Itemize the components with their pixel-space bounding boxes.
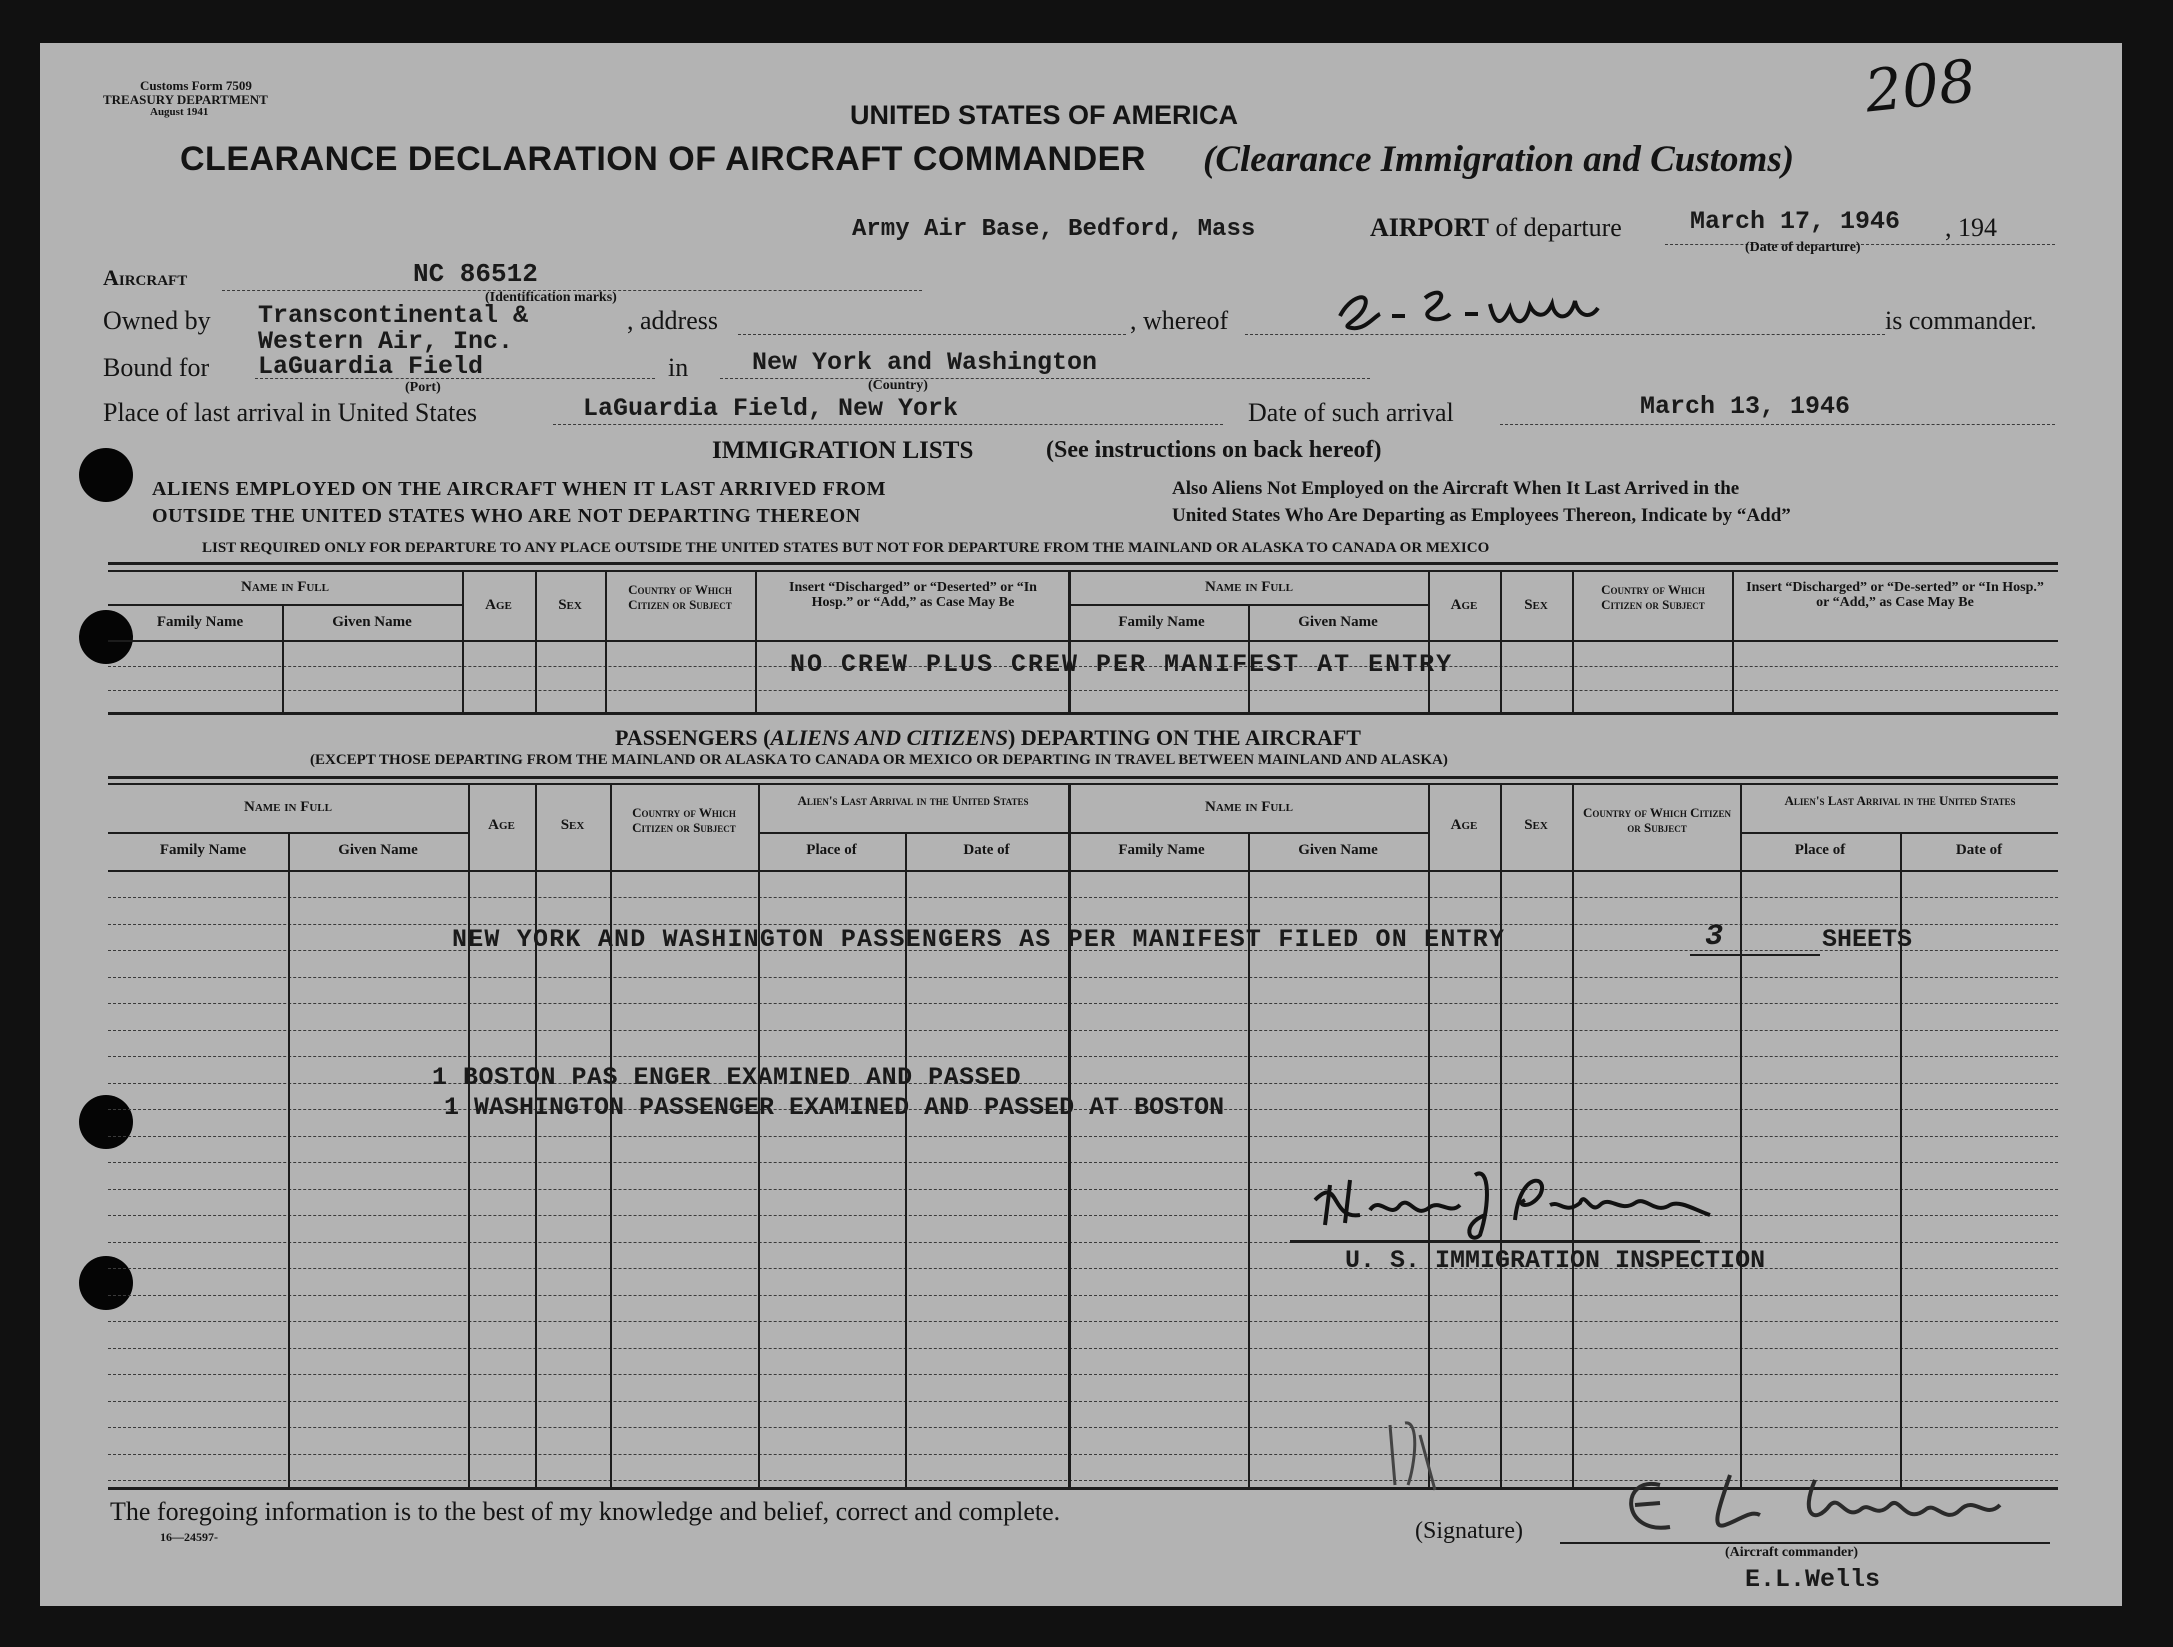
rule bbox=[758, 832, 1068, 834]
rule bbox=[255, 378, 655, 379]
country-caption: (Country) bbox=[868, 378, 928, 393]
crew-family-name-right: Family Name bbox=[1118, 614, 1205, 630]
rule bbox=[108, 712, 2058, 715]
rule bbox=[1740, 783, 1742, 1488]
table-row-rule bbox=[108, 1401, 2058, 1402]
pass-country-left: Country of Which Citizen or Subject bbox=[632, 805, 736, 835]
pass-place-of-left: Place of bbox=[806, 842, 857, 858]
table-row-rule bbox=[108, 1056, 2058, 1057]
pass-age-left: Age bbox=[488, 817, 515, 833]
country-title: UNITED STATES OF AMERICA bbox=[850, 100, 1238, 130]
pass-date-of-right: Date of bbox=[1955, 842, 2003, 858]
arrival-date-label: Date of such arrival bbox=[1248, 398, 1454, 427]
table-row-rule bbox=[108, 1242, 2058, 1243]
departure-airport-value: Army Air Base, Bedford, Mass bbox=[852, 216, 1256, 243]
form-sheet bbox=[40, 43, 2122, 1606]
commander-signature-top bbox=[1330, 286, 1610, 336]
boston-line: 1 BOSTON PAS ENGER EXAMINED AND PASSED bbox=[432, 1063, 1022, 1092]
form-title: CLEARANCE DECLARATION OF AIRCRAFT COMMANDER bbox=[180, 140, 1146, 178]
signature-label: (Signature) bbox=[1415, 1518, 1523, 1544]
form-id-line2: TREASURY DEPARTMENT bbox=[103, 92, 268, 107]
commander-name: E.L.Wells bbox=[1745, 1565, 1881, 1594]
pass-family-name-left: Family Name bbox=[159, 842, 247, 858]
aircraft-value: NC 86512 bbox=[413, 259, 538, 289]
pass-last-arrival-left: Alien's Last Arrival in the United States bbox=[797, 793, 1029, 808]
list-required-note: LIST REQUIRED ONLY FOR DEPARTURE TO ANY PLACE OUTSIDE THE UNITED STATES BUT NOT FOR DEPARTURE FROM THE MAINLAND OR ALASKA TO CANADA OR MEXICO bbox=[202, 540, 1490, 556]
crew-age-right: Age bbox=[1450, 597, 1478, 613]
table-row-rule bbox=[108, 1215, 2058, 1216]
table-row-rule bbox=[108, 1162, 2058, 1163]
table-row-rule bbox=[108, 1427, 2058, 1428]
table-row-rule bbox=[108, 1136, 2058, 1137]
rule bbox=[108, 562, 2058, 565]
commander-suffix: is commander. bbox=[1885, 306, 2037, 335]
handwritten-page-number: 208 bbox=[1861, 46, 1979, 126]
punch-hole bbox=[79, 1256, 133, 1310]
table-row-rule bbox=[108, 1348, 2058, 1349]
crew-age-left: Age bbox=[485, 597, 512, 613]
table-row-rule bbox=[108, 1321, 2058, 1322]
certification-text: The foregoing information is to the best of my knowledge and belief, correct and complete. bbox=[110, 1497, 1061, 1526]
passengers-subheading: (EXCEPT THOSE DEPARTING FROM THE MAINLAND OR ALASKA TO CANADA OR MEXICO OR DEPARTING IN TRAVEL BETWEEN MAINLAND AND ALASKA) bbox=[310, 752, 1448, 768]
rule bbox=[1572, 570, 1574, 713]
rule bbox=[553, 424, 1223, 425]
aliens-note-right-1: Also Aliens Not Employed on the Aircraft When It Last Arrived in the bbox=[1172, 478, 1740, 499]
crew-country-right: Country of Which Citizen or Subject bbox=[1601, 582, 1705, 612]
crew-sex-left: Sex bbox=[558, 597, 582, 613]
aliens-note-left-2: OUTSIDE THE UNITED STATES WHO ARE NOT DEPARTING THEREON bbox=[152, 505, 861, 527]
aircraft-label: Aircraft bbox=[103, 265, 188, 290]
pass-given-name-right: Given Name bbox=[1298, 842, 1378, 858]
bound-for-label: Bound for bbox=[103, 353, 210, 382]
immigration-heading: IMMIGRATION LISTS bbox=[712, 437, 974, 464]
last-arrival-label: Place of last arrival in United States bbox=[103, 398, 478, 427]
rule bbox=[1070, 832, 1428, 834]
departure-date-value: March 17, 1946 bbox=[1690, 207, 1901, 236]
crew-country-left: Country of Which Citizen or Subject bbox=[628, 582, 732, 612]
rule bbox=[468, 783, 470, 1488]
rule bbox=[758, 783, 760, 1488]
table-row-rule bbox=[108, 1374, 2058, 1375]
passengers-heading: PASSENGERS (ALIENS AND CITIZENS) DEPARTING ON THE AIRCRAFT bbox=[615, 725, 1361, 750]
rule bbox=[1500, 783, 1502, 1488]
rule bbox=[1732, 570, 1734, 713]
pass-given-name-left: Given Name bbox=[338, 842, 418, 858]
departure-year-prefix: , 194 bbox=[1945, 213, 1997, 242]
rule bbox=[108, 604, 462, 606]
commander-signature bbox=[1600, 1455, 2040, 1545]
aircraft-caption: (Identification marks) bbox=[485, 290, 617, 305]
rule bbox=[288, 833, 290, 1488]
table-row-rule bbox=[108, 1003, 2058, 1004]
pass-sex-left: Sex bbox=[560, 817, 585, 833]
pass-place-of-right: Place of bbox=[1794, 842, 1846, 858]
rule bbox=[755, 570, 757, 713]
crew-insert-right: Insert “Discharged” or “De-serted” or “In Hosp.” or “Add,” as Case May Be bbox=[1746, 580, 2044, 610]
table-row-rule bbox=[108, 1295, 2058, 1296]
bound-country-value: New York and Washington bbox=[752, 348, 1098, 377]
rule bbox=[738, 334, 1126, 335]
rule bbox=[462, 570, 464, 713]
rule bbox=[108, 640, 2058, 642]
rule bbox=[1740, 832, 2058, 834]
crew-given-name-right: Given Name bbox=[1298, 614, 1378, 630]
rule bbox=[535, 783, 537, 1488]
departure-airport-label: AIRPORT of departure bbox=[1370, 213, 1622, 242]
washington-line: 1 WASHINGTON PASSENGER EXAMINED AND PASSED AT BOSTON bbox=[444, 1093, 1225, 1122]
handwritten-mark bbox=[1380, 1415, 1460, 1495]
rule bbox=[1428, 570, 1430, 713]
whereof-label: , whereof bbox=[1130, 306, 1229, 335]
pass-sex-right: Sex bbox=[1524, 817, 1548, 833]
pass-age-right: Age bbox=[1450, 817, 1478, 833]
rule bbox=[108, 783, 2058, 785]
pass-country-right: Country of Which Citizen or Subject bbox=[1583, 805, 1731, 835]
crew-name-header-right: Name in Full bbox=[1204, 579, 1293, 595]
rule bbox=[108, 776, 2058, 779]
pass-name-header-left: Name in Full bbox=[243, 799, 332, 815]
sheets-count: 3 bbox=[1705, 920, 1724, 954]
commander-caption: (Aircraft commander) bbox=[1725, 1545, 1859, 1560]
crew-name-header-left: Name in Full bbox=[240, 579, 329, 595]
table-row-rule bbox=[108, 977, 2058, 978]
port-caption: (Port) bbox=[405, 380, 441, 395]
inspector-signature bbox=[1300, 1165, 1730, 1245]
rule bbox=[1428, 783, 1430, 1488]
rule bbox=[1572, 783, 1574, 1488]
table-row-rule bbox=[108, 1268, 2058, 1269]
table-row-rule bbox=[108, 897, 2058, 898]
crew-sex-right: Sex bbox=[1524, 597, 1548, 613]
table-row-rule bbox=[108, 1189, 2058, 1190]
aliens-note-left-1: ALIENS EMPLOYED ON THE AIRCRAFT WHEN IT LAST ARRIVED FROM bbox=[152, 478, 887, 500]
print-code: 16—24597- bbox=[160, 1530, 218, 1544]
table-row-rule bbox=[108, 1030, 2058, 1031]
rule bbox=[1070, 604, 1428, 606]
form-id-line1: Customs Form 7509 bbox=[140, 78, 252, 93]
punch-hole bbox=[79, 448, 133, 502]
crew-family-name-left: Family Name bbox=[156, 614, 244, 630]
last-arrival-value: LaGuardia Field, New York bbox=[583, 394, 959, 423]
rule bbox=[1290, 1240, 1700, 1243]
owner-value-line1: Transcontinental & bbox=[258, 301, 529, 330]
rule bbox=[605, 570, 607, 713]
pass-date-of-left: Date of bbox=[963, 842, 1010, 858]
rule bbox=[108, 832, 468, 834]
rule bbox=[720, 378, 1370, 379]
rule bbox=[108, 690, 2058, 691]
owner-value-line2: Western Air, Inc. bbox=[258, 327, 514, 356]
sheets-label: SHEETS bbox=[1822, 925, 1913, 954]
punch-hole bbox=[79, 1095, 133, 1149]
rule bbox=[610, 783, 612, 1488]
aliens-note-right-2: United States Who Are Departing as Employees Thereon, Indicate by “Add” bbox=[1172, 505, 1791, 526]
owned-by-label: Owned by bbox=[103, 306, 211, 335]
immigration-heading-note: (See instructions on back hereof) bbox=[1046, 437, 1382, 463]
form-subtitle: (Clearance Immigration and Customs) bbox=[1203, 139, 1795, 180]
rule bbox=[1500, 570, 1502, 713]
form-id-line3: August 1941 bbox=[150, 106, 209, 118]
pass-last-arrival-right: Alien's Last Arrival in the United States bbox=[1784, 793, 2016, 808]
manifest-line: NEW YORK AND WASHINGTON PASSENGERS AS PER MANIFEST FILED ON ENTRY bbox=[452, 925, 1506, 954]
rule bbox=[1500, 424, 2055, 425]
inspection-label: U. S. IMMIGRATION INSPECTION bbox=[1345, 1246, 1766, 1275]
rule bbox=[1690, 954, 1820, 956]
crew-typed-entry: NO CREW PLUS CREW PER MANIFEST AT ENTRY bbox=[790, 650, 1454, 679]
rule bbox=[108, 570, 2058, 572]
bound-port-value: LaGuardia Field bbox=[258, 352, 484, 381]
crew-insert-left: Insert “Discharged” or “Deserted” or “In Hosp.” or “Add,” as Case May Be bbox=[789, 580, 1037, 610]
bound-in-label: in bbox=[668, 353, 689, 382]
pass-name-header-right: Name in Full bbox=[1204, 799, 1293, 815]
arrival-date-value: March 13, 1946 bbox=[1640, 392, 1851, 421]
rule bbox=[1068, 783, 1071, 1488]
address-label: , address bbox=[627, 306, 718, 335]
pass-family-name-right: Family Name bbox=[1118, 842, 1205, 858]
rule bbox=[535, 570, 537, 713]
rule bbox=[108, 870, 2058, 872]
departure-date-caption: (Date of departure) bbox=[1745, 240, 1861, 255]
crew-given-name-left: Given Name bbox=[332, 614, 412, 630]
table-row-rule bbox=[108, 1083, 2058, 1084]
